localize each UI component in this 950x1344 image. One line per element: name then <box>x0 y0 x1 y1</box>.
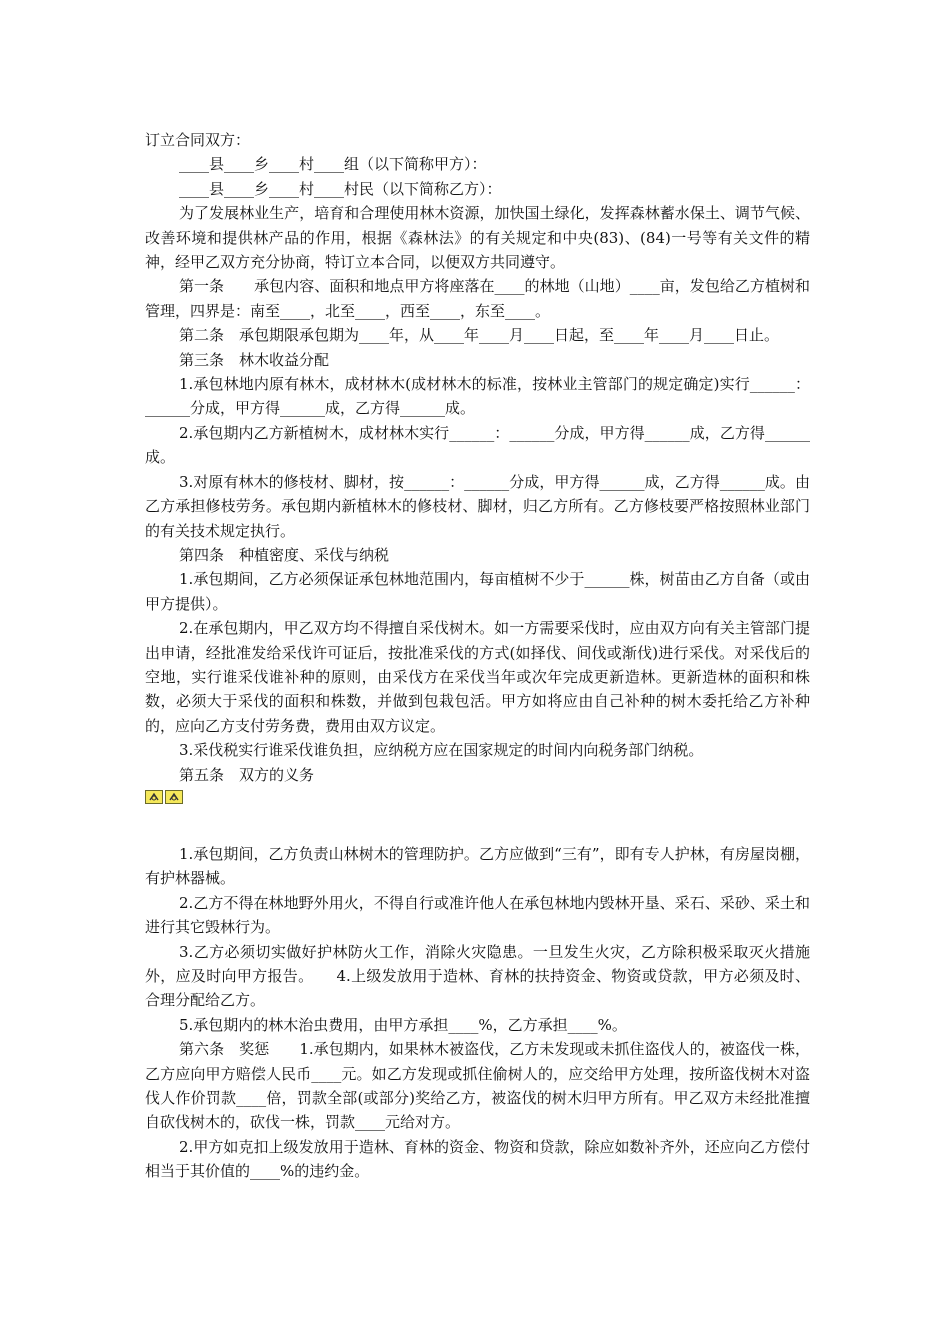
article-3-clause-2: 2.承包期内乙方新植树木，成材林木实行______：______分成，甲方得______成，乙方得______成。 <box>145 423 810 467</box>
article-5-clause-2: 2.乙方不得在林地野外用火，不得自行或准许他人在承包林地内毁林开垦、采石、采砂、采土和进行其它毁林行为。 <box>145 893 810 937</box>
article-3-clause-1: 1.承包林地内原有林木，成材林木(成材林木的标准，按林业主管部门的规定确定)实行______：______分成，甲方得______成，乙方得______成。 <box>145 375 810 418</box>
article-4-heading: 第四条 种植密度、采伐与纳税 <box>179 545 390 564</box>
article-5-clause-1: 1.承包期间，乙方负责山林树木的管理防护。乙方应做到“三有”，即有专人护林，有房屋岗棚，有护林器械。 <box>145 844 810 888</box>
document-link-icon[interactable] <box>165 790 183 804</box>
article-6: 第六条 奖惩 1.承包期内，如果林木被盗伐，乙方未发现或未抓住盗伐人的，被盗伐一株，乙方应向甲方赔偿人民币____元。如乙方发现或抓住偷树人的，应交给甲方处理，按所盗伐树木对盗伐人作价罚款____倍，罚款全部(或部分)奖给乙方，被盗伐的树木归甲方所有。甲乙双方未经批准擅自砍伐树木的，砍伐一株，罚款____元给对方。 <box>145 1040 810 1132</box>
article-3-clause-3: 3.对原有林木的修枝材、脚材，按______：______分成，甲方得______成，乙方得______成。由乙方承担修枝劳务。承包期内新植林木的修枝材、脚材，归乙方所有。乙方修枝要严格按照林业部门的有关技术规定执行。 <box>145 472 810 540</box>
article-4-clause-2: 2.在承包期内，甲乙双方均不得擅自采伐树木。如一方需要采伐时，应由双方向有关主管部门提出申请，经批准发给采伐许可证后，按批准采伐的方式(如择伐、间伐或渐伐)进行采伐。对采伐后的空地，实行谁采伐谁补种的原则，由采伐方在采伐当年或次年完成更新造林。更新造林的面积和株数，必须大于采伐的面积和株数，并做到包栽包活。甲方如将应由自己补种的树木委托给乙方补种的，应向乙方支付劳务费，费用由双方议定。 <box>145 619 810 735</box>
article-4-clause-1: 1.承包期间，乙方必须保证承包林地范围内，每亩植树不少于______株，树苗由乙方自备（或由甲方提供）。 <box>145 570 810 613</box>
document-link-icon[interactable] <box>145 790 163 804</box>
article-2: 第二条 承包期限承包期为____年，从____年____月____日起，至____年____月____日止。 <box>179 326 780 345</box>
article-5-clause-3: 3.乙方必须切实做好护林防火工作，消除火灾隐患。一旦发生火灾，乙方除积极采取灭火措施外，应及时向甲方报告。 4.上级发放用于造林、育林的扶持资金、物资或贷款，甲方必须及时、合理分配给乙方。 <box>145 942 810 1010</box>
embedded-icons <box>145 790 810 806</box>
preamble-paragraph: 为了发展林业生产，培育和合理使用林木资源，加快国土绿化，发挥森林蓄水保土、调节气候、改善环境和提供林产品的作用，根据《森林法》的有关规定和中央(83)、(84)一号等有关文件的精神，经甲乙双方充分协商，特订立本合同，以便双方共同遵守。 <box>145 204 810 272</box>
article-1: 第一条 承包内容、面积和地点甲方将座落在____的林地（山地）____亩，发包给乙方植树和管理，四界是：南至____，北至____，西至____，东至____。 <box>145 277 810 320</box>
contract-document <box>145 128 810 1184</box>
party-a-line: ____县____乡____村____组（以下简称甲方）： <box>179 155 487 174</box>
article-5-heading: 第五条 双方的义务 <box>179 765 315 784</box>
parties-heading: 订立合同双方： <box>145 131 251 149</box>
article-3-heading: 第三条 林木收益分配 <box>179 350 330 369</box>
article-6-clause-2: 2.甲方如克扣上级发放用于造林、育林的资金、物资和贷款，除应如数补齐外，还应向乙方偿付相当于其价值的____%的违约金。 <box>145 1137 810 1181</box>
party-b-line: ____县____乡____村____村民（以下简称乙方）： <box>179 179 502 198</box>
article-4-clause-3: 3.采伐税实行谁采伐谁负担，应纳税方应在国家规定的时间内向税务部门纳税。 <box>179 741 704 760</box>
article-5-clause-5: 5.承包期内的林木治虫费用，由甲方承担____%，乙方承担____%。 <box>179 1015 627 1034</box>
